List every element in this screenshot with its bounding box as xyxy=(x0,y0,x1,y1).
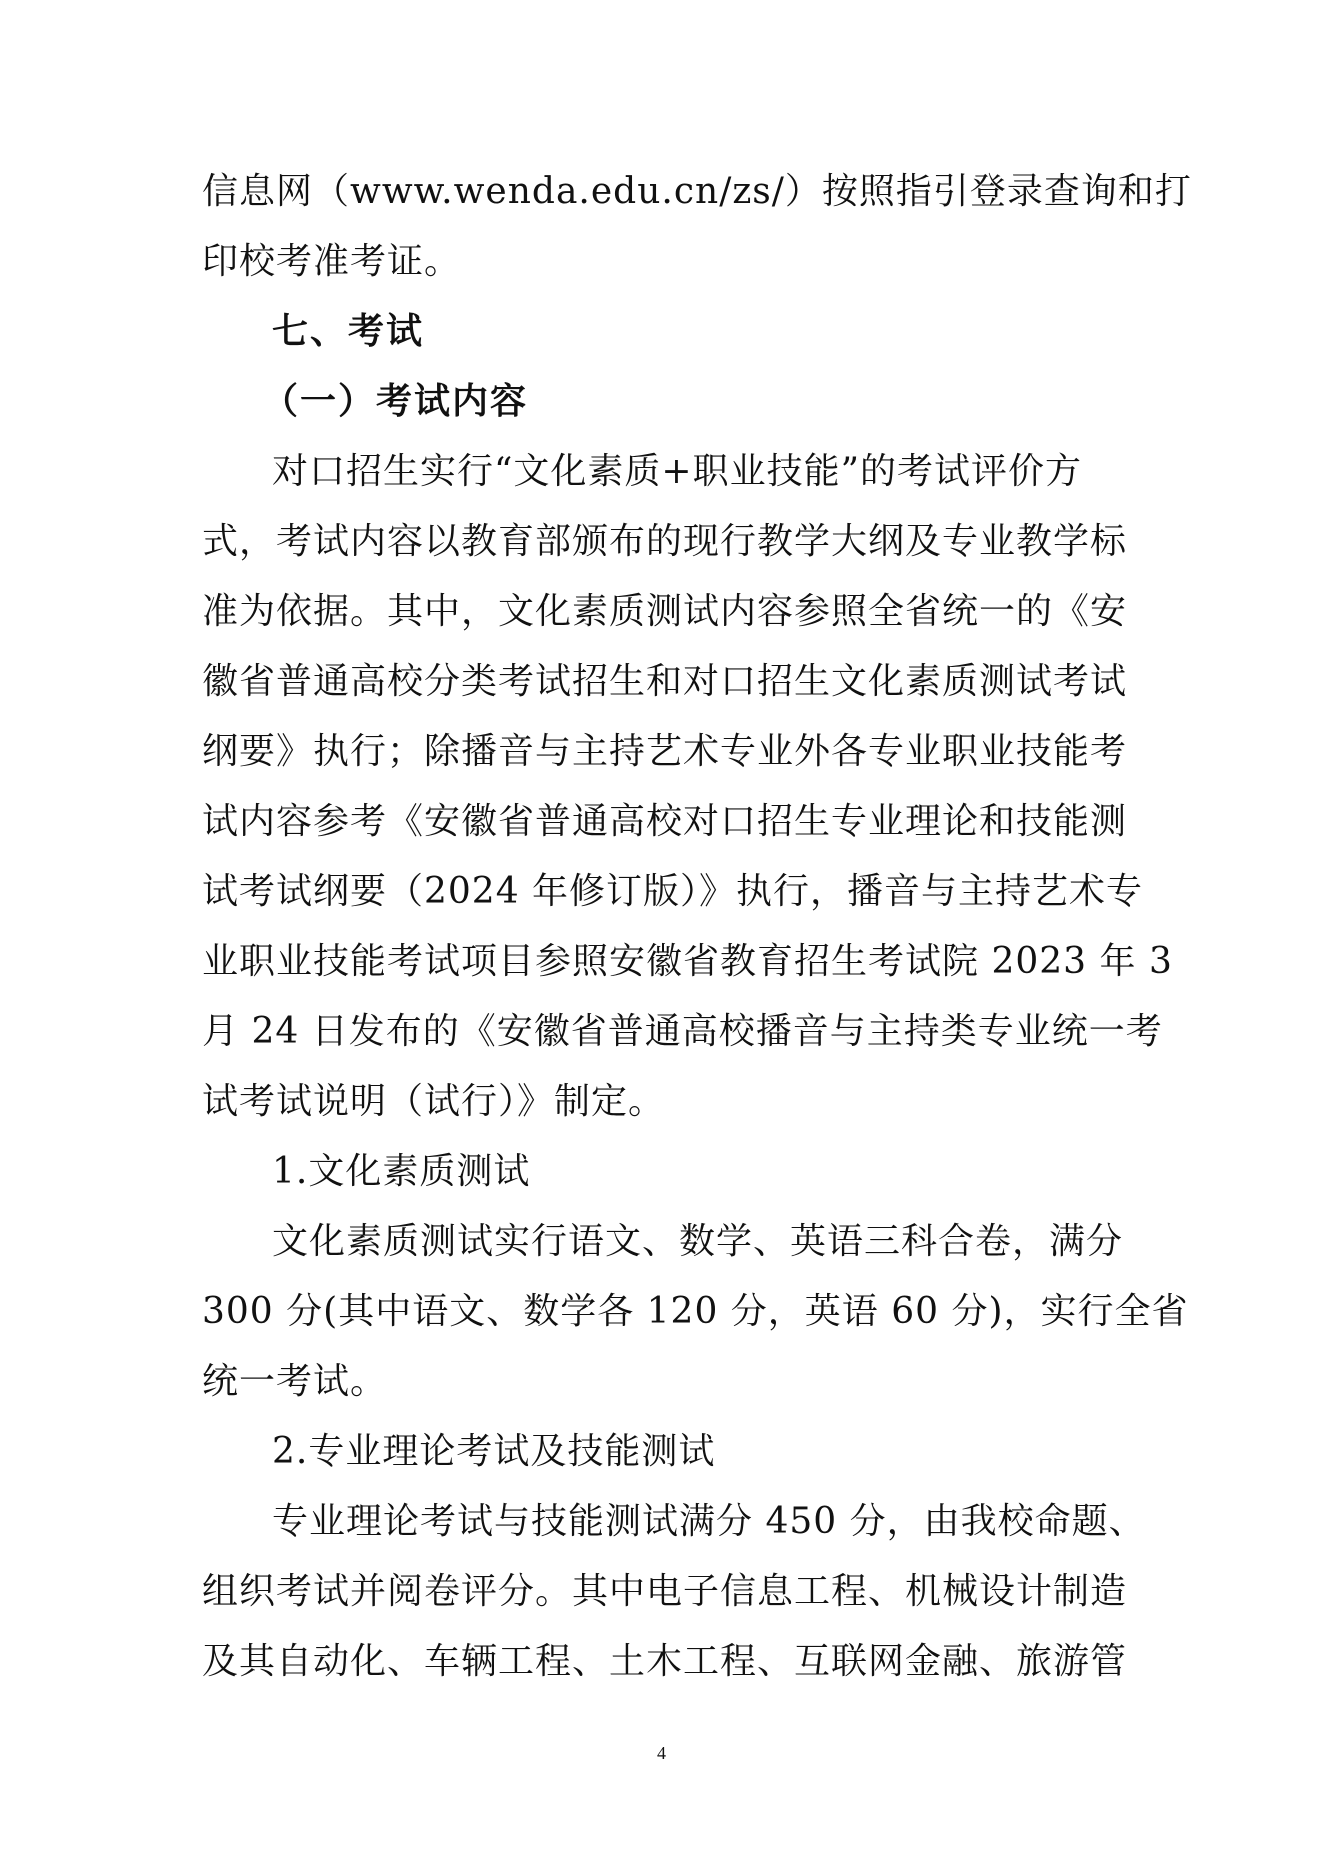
paragraph-line: 式，考试内容以教育部颁布的现行教学大纲及专业教学标 xyxy=(202,521,1128,562)
paragraph-line: 专业理论考试与技能测试满分 450 分，由我校命题、 xyxy=(272,1501,1146,1542)
paragraph-line: 试考试纲要（2024 年修订版）》执行，播音与主持艺术专 xyxy=(202,871,1144,912)
item-heading: 1.文化素质测试 xyxy=(272,1151,531,1192)
paragraph-line: 及其自动化、车辆工程、土木工程、互联网金融、旅游管 xyxy=(202,1641,1128,1682)
paragraph-line: 纲要》执行；除播音与主持艺术专业外各专业职业技能考 xyxy=(202,731,1128,772)
paragraph-line: 组织考试并阅卷评分。其中电子信息工程、机械设计制造 xyxy=(202,1571,1128,1612)
paragraph-line: 徽省普通高校分类考试招生和对口招生文化素质测试考试 xyxy=(202,661,1128,702)
paragraph-line: 业职业技能考试项目参照安徽省教育招生考试院 2023 年 3 xyxy=(202,941,1173,982)
paragraph-line: 对口招生实行“文化素质+职业技能”的考试评价方 xyxy=(272,451,1082,492)
paragraph-line: 准为依据。其中，文化素质测试内容参照全省统一的《安 xyxy=(202,591,1128,632)
page-number: 4 xyxy=(657,1743,666,1763)
subsection-heading: （一）考试内容 xyxy=(262,381,529,422)
paragraph-line: 月 24 日发布的《安徽省普通高校播音与主持类专业统一考 xyxy=(202,1011,1163,1052)
paragraph-line: 文化素质测试实行语文、数学、英语三科合卷，满分 xyxy=(272,1221,1124,1262)
item-heading: 2.专业理论考试及技能测试 xyxy=(272,1431,716,1472)
paragraph-line: 试内容参考《安徽省普通高校对口招生专业理论和技能测 xyxy=(202,801,1128,842)
paragraph-line: 试考试说明（试行）》制定。 xyxy=(202,1081,666,1122)
body-text-line: 印校考准考证。 xyxy=(202,241,462,282)
body-text-line: 信息网（www.wenda.edu.cn/zs/）按照指引登录查询和打 xyxy=(202,171,1192,212)
section-heading: 七、考试 xyxy=(272,311,425,352)
paragraph-line: 300 分(其中语文、数学各 120 分，英语 60 分)，实行全省 xyxy=(202,1291,1189,1332)
paragraph-line: 统一考试。 xyxy=(202,1361,388,1402)
